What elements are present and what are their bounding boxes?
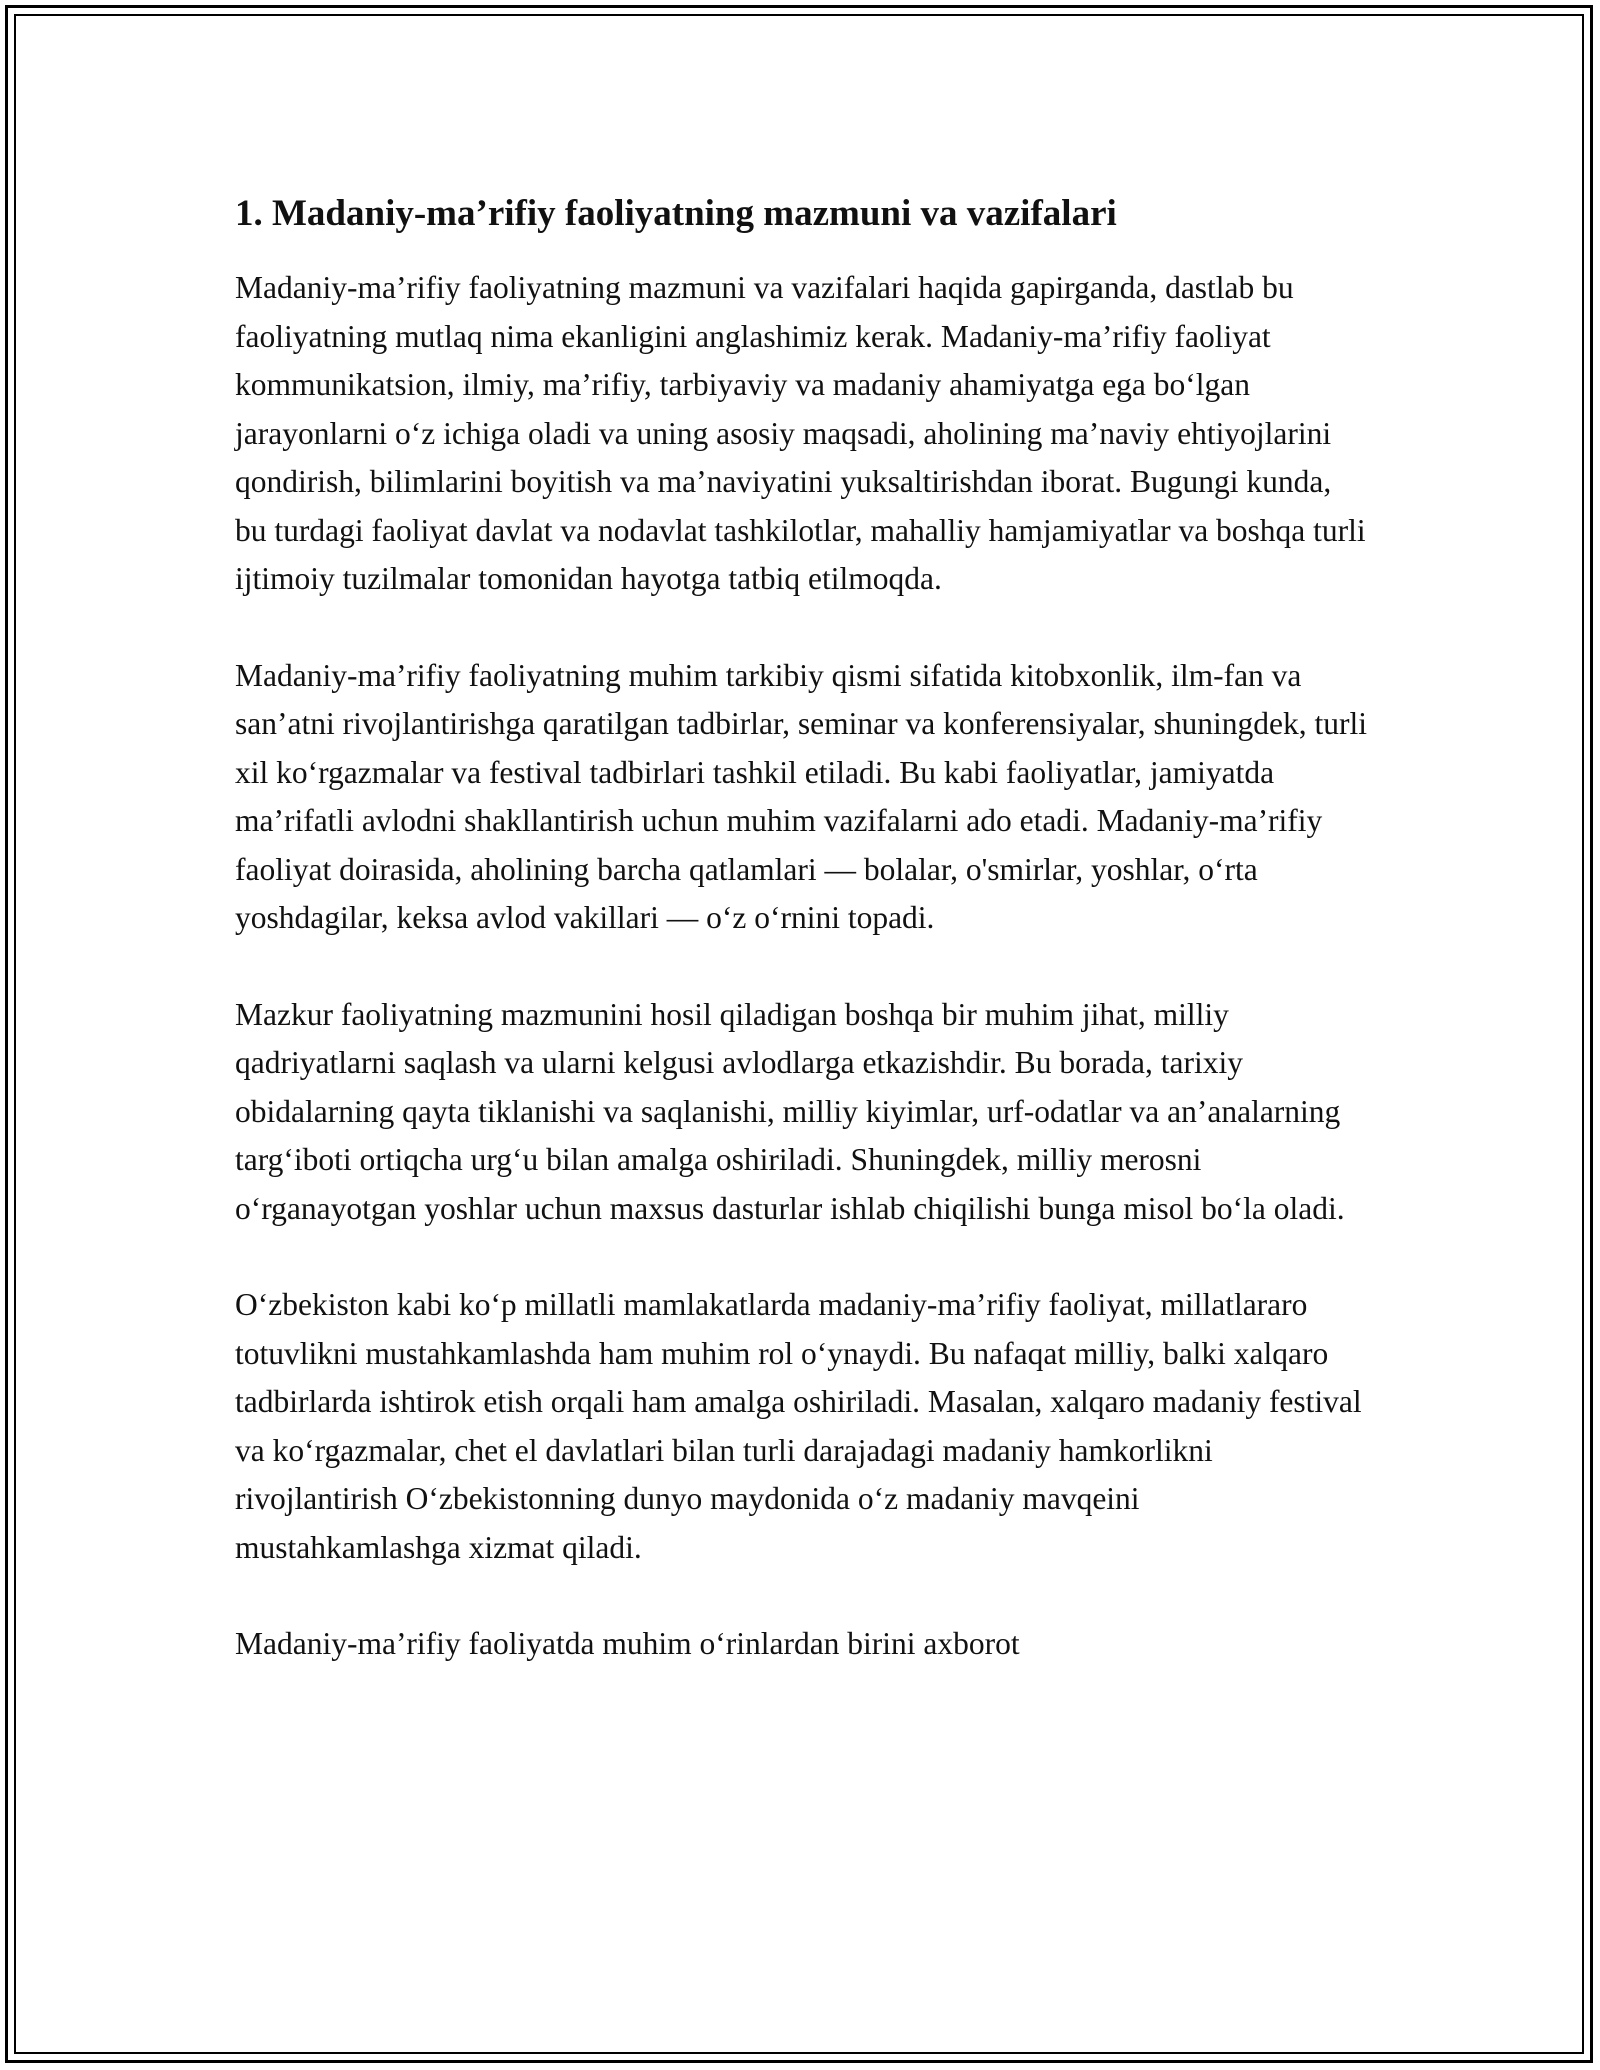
paragraph-5: Madaniy-ma’rifiy faoliyatda muhim o‘rinlardan birini axborot bbox=[235, 1626, 1020, 1661]
document-body bbox=[235, 186, 1370, 1717]
section-heading: 1. Madaniy-ma’rifiy faoliyatning mazmuni va vazifalari bbox=[235, 193, 1117, 234]
paragraph-1: Madaniy-ma’rifiy faoliyatning mazmuni va vazifalari haqida gapirganda, dastlab bu faoliyatning mutlaq nima ekanligini anglashimiz kerak. Madaniy-ma’rifiy faoliyat kommunikatsion, ilmiy, ma’rifiy, tarbiyaviy va madaniy ahamiyatga ega bo‘lgan jarayonlarni o‘z ichiga oladi va uning asosiy maqsadi, aholining ma’naviy ehtiyojlarini qondirish, bilimlarini boyitish va ma’naviyatini yuksaltirishdan iborat. Bugungi kunda, bu turdagi faoliyat davlat va nodavlat tashkilotlar, mahalliy hamjamiyatlar va boshqa turli ijtimoiy tuzilmalar tomonidan hayotga tatbiq etilmoqda. bbox=[235, 270, 1366, 596]
paragraph-4: O‘zbekiston kabi ko‘p millatli mamlakatlarda madaniy-ma’rifiy faoliyat, millatlararo totuvlikni mustahkamlashda ham muhim rol o‘ynaydi. Bu nafaqat milliy, balki xalqaro tadbirlarda ishtirok etish orqali ham amalga oshiriladi. Masalan, xalqaro madaniy festival va ko‘rgazmalar, chet el davlatlari bilan turli darajadagi madaniy hamkorlikni rivojlantirish O‘zbekistonning dunyo maydonida o‘z madaniy mavqeini mustahkamlashga xizmat qiladi. bbox=[235, 1287, 1362, 1565]
paragraph-3: Mazkur faoliyatning mazmunini hosil qiladigan boshqa bir muhim jihat, milliy qadriyatlarni saqlash va ularni kelgusi avlodlarga etkazishdir. Bu borada, tarixiy obidalarning qayta tiklanishi va saqlanishi, milliy kiyimlar, urf-odatlar va an’analarning targ‘iboti ortiqcha urg‘u bilan amalga oshiriladi. Shuningdek, milliy merosni o‘rganayotgan yoshlar uchun maxsus dasturlar ishlab chiqilishi bunga misol bo‘la oladi. bbox=[235, 996, 1345, 1226]
paragraph-2: Madaniy-ma’rifiy faoliyatning muhim tarkibiy qismi sifatida kitobxonlik, ilm-fan va san’atni rivojlantirishga qaratilgan tadbirlar, seminar va konferensiyalar, shuningdek, turli xil ko‘rgazmalar va festival tadbirlari tashkil etiladi. Bu kabi faoliyatlar, jamiyatda ma’rifatli avlodni shakllantirish uchun muhim vazifalarni ado etadi. Madaniy-ma’rifiy faoliyat doirasida, aholining barcha qatlamlari — bolalar, o'smirlar, yoshlar, o‘rta yoshdagilar, keksa avlod vakillari — o‘z o‘rnini topadi. bbox=[235, 657, 1368, 935]
